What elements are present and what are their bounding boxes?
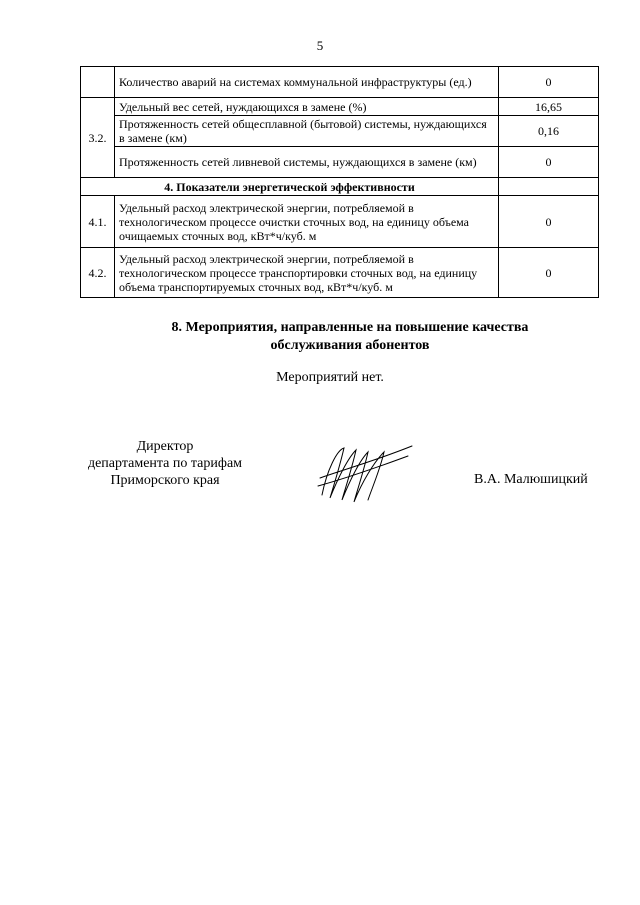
row-number-cell: 3.2. — [81, 98, 115, 178]
section-8-heading — [0, 319, 640, 355]
page-number: 5 — [316, 38, 324, 53]
row-value-cell: 0,16 — [499, 116, 599, 147]
section-row — [81, 178, 599, 196]
row-description-cell: Удельный вес сетей, нуждающихся в замене (%) — [115, 98, 499, 116]
table-row — [81, 67, 599, 98]
indicators-table-body — [81, 67, 599, 298]
table-row — [81, 116, 599, 147]
section-empty-cell — [499, 178, 599, 196]
section-title: 4. Показатели энергетической эффективности — [81, 178, 499, 196]
row-value-cell: 0 — [499, 196, 599, 248]
row-number-cell: 4.2. — [81, 248, 115, 298]
row-value-cell: 16,65 — [499, 98, 599, 116]
indicators-table — [80, 66, 599, 298]
row-value-cell: 0 — [499, 67, 599, 98]
signer-position-line-1: Директор — [136, 439, 194, 454]
table-row — [81, 147, 599, 178]
handwritten-signature — [312, 440, 422, 510]
row-description-cell: Удельный расход электрической энергии, потребляемой в технологическом процессе очистки сточных вод, на единицу объема очищаемых сточных вод, кВт*ч/куб. м — [115, 196, 499, 248]
signer-position — [60, 438, 270, 489]
signer-name: В.А. Малюшицкий — [474, 472, 588, 487]
row-value-cell: 0 — [499, 248, 599, 298]
table-row — [81, 98, 599, 116]
signer-position-line-3: Приморского края — [110, 473, 220, 488]
section-8-body: Мероприятий нет. — [276, 370, 384, 385]
row-description-cell: Протяженность сетей общесплавной (бытовой) системы, нуждающихся в замене (км) — [115, 116, 499, 147]
section-8-title-line-1: 8. Мероприятия, направленные на повышение качества — [171, 320, 529, 335]
table-row — [81, 248, 599, 298]
row-value-cell: 0 — [499, 147, 599, 178]
row-number-cell: 4.1. — [81, 196, 115, 248]
signer-position-line-2: департамента по тарифам — [87, 456, 243, 471]
row-description-cell: Удельный расход электрической энергии, потребляемой в технологическом процессе транспортировки сточных вод, на единицу объема транспортируемых сточных вод, кВт*ч/куб. м — [115, 248, 499, 298]
section-8-title-line-2: обслуживания абонентов — [270, 338, 430, 353]
row-description-cell: Количество аварий на системах коммунальной инфраструктуры (ед.) — [115, 67, 499, 98]
table-row — [81, 196, 599, 248]
row-description-cell: Протяженность сетей ливневой системы, нуждающихся в замене (км) — [115, 147, 499, 178]
row-number-cell — [81, 67, 115, 98]
